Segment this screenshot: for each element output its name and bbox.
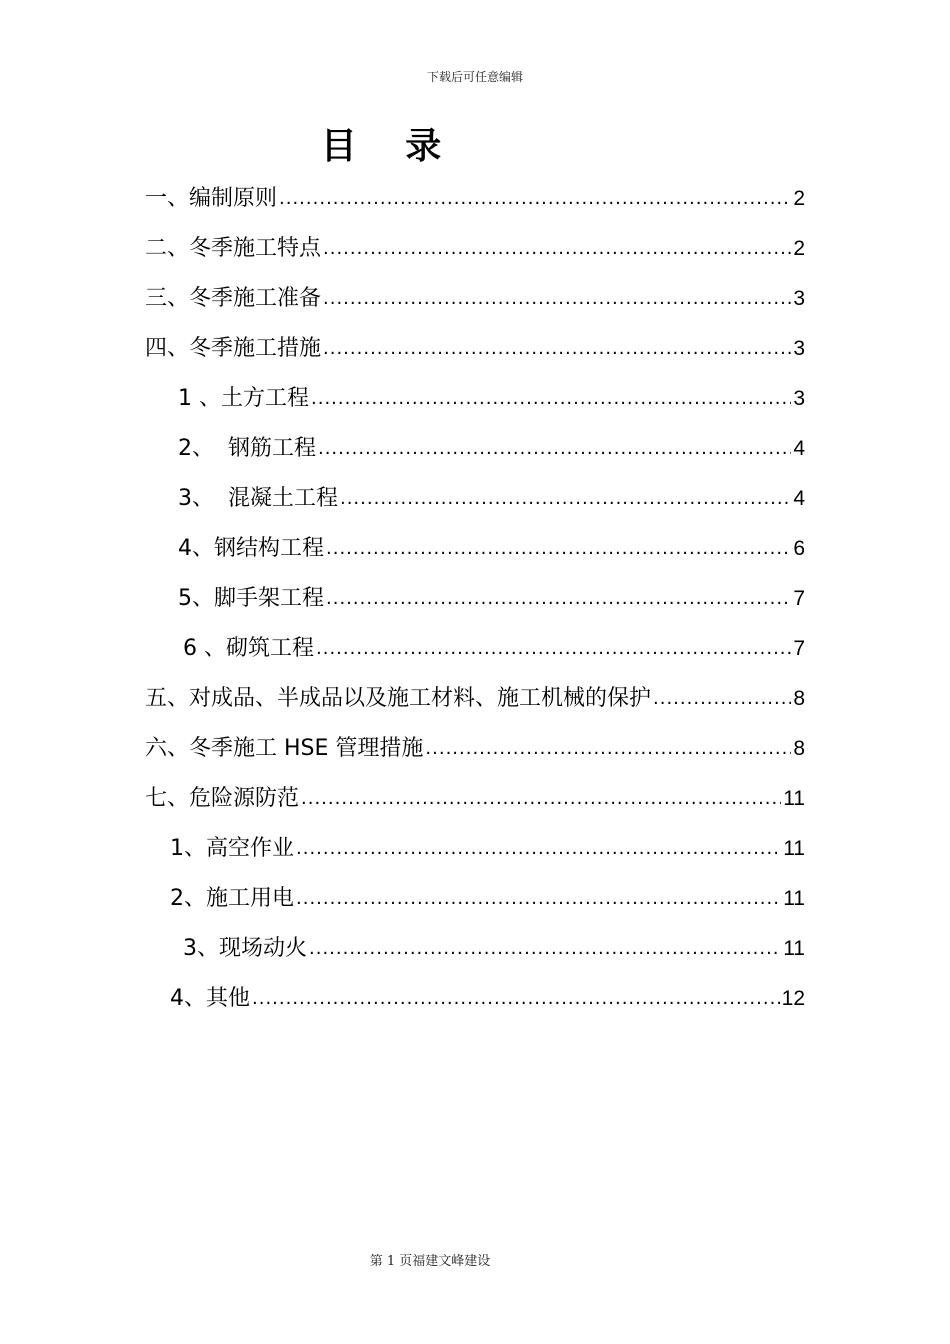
page-header: 下载后可任意编辑 xyxy=(426,70,523,84)
toc-entry-label: 七、危险源防范 xyxy=(145,786,300,811)
toc-entry-label: 六、冬季施工 HSE 管理措施 xyxy=(145,736,424,761)
toc-page-number: 2 xyxy=(793,187,805,210)
toc-entry-3[interactable] xyxy=(145,266,805,316)
dot-leader xyxy=(296,882,781,916)
toc-entry-4[interactable] xyxy=(145,316,805,366)
dot-leader xyxy=(252,982,780,1016)
toc-page-number: 6 xyxy=(793,537,805,560)
toc-entry-5[interactable] xyxy=(145,666,805,716)
toc-entry-4-6[interactable] xyxy=(183,616,805,666)
toc-entry-label: 3、 混凝土工程 xyxy=(178,486,338,511)
toc-entry-label: 2、施工用电 xyxy=(170,886,294,911)
dot-leader xyxy=(326,582,791,616)
toc-entry-4-5[interactable] xyxy=(178,566,805,616)
toc-entry-label: 3、现场动火 xyxy=(183,936,307,961)
toc-entry-label: 1、高空作业 xyxy=(170,836,294,861)
toc-page-number: 4 xyxy=(793,437,805,460)
toc-entry-6[interactable] xyxy=(145,716,805,766)
toc-page-number: 11 xyxy=(783,887,805,910)
toc-entry-7-3[interactable] xyxy=(183,916,805,966)
toc-title: 目 录 xyxy=(320,125,460,167)
dot-leader xyxy=(323,232,791,266)
toc-entry-4-4[interactable] xyxy=(178,516,805,566)
toc-entry-label: 4、钢结构工程 xyxy=(178,536,324,561)
dot-leader xyxy=(301,782,781,816)
toc-entry-label: 五、对成品、半成品以及施工材料、施工机械的保护 xyxy=(145,686,652,711)
toc-entry-7-4[interactable] xyxy=(170,966,805,1016)
toc-entry-4-1[interactable] xyxy=(178,366,805,416)
toc-entry-label: 6 、砌筑工程 xyxy=(183,636,314,661)
toc-entry-label: 二、冬季施工特点 xyxy=(145,236,322,261)
toc-entry-label: 一、编制原则 xyxy=(145,186,278,211)
dot-leader xyxy=(318,432,791,466)
dot-leader xyxy=(340,482,791,516)
dot-leader xyxy=(296,832,781,866)
toc-entry-7-1[interactable] xyxy=(170,816,805,866)
dot-leader xyxy=(279,182,791,216)
dot-leader xyxy=(311,382,791,416)
toc-entry-label: 四、冬季施工措施 xyxy=(145,336,322,361)
toc-page-number: 7 xyxy=(793,587,805,610)
toc-page-number: 8 xyxy=(793,687,805,710)
toc-entry-label: 1 、土方工程 xyxy=(178,386,309,411)
toc-page-number: 8 xyxy=(793,737,805,760)
toc-page-number: 12 xyxy=(781,987,805,1010)
dot-leader xyxy=(316,632,791,666)
toc-page-number: 3 xyxy=(793,387,805,410)
toc-entry-7[interactable] xyxy=(145,766,805,816)
toc-page-number: 4 xyxy=(793,487,805,510)
toc-entry-label: 4、其他 xyxy=(170,986,250,1011)
toc-entry-7-2[interactable] xyxy=(170,866,805,916)
dot-leader xyxy=(323,332,791,366)
toc-page-number: 11 xyxy=(783,937,805,960)
toc-page-number: 3 xyxy=(793,337,805,360)
dot-leader xyxy=(323,282,791,316)
toc-entry-4-2[interactable] xyxy=(178,416,805,466)
dot-leader xyxy=(653,682,791,716)
toc-entry-label: 5、脚手架工程 xyxy=(178,586,324,611)
toc-entry-4-3[interactable] xyxy=(178,466,805,516)
dot-leader xyxy=(326,532,791,566)
page-footer: 第 1 页福建文峰建设 xyxy=(369,1254,491,1269)
toc-entry-2[interactable] xyxy=(145,216,805,266)
dot-leader xyxy=(425,732,791,766)
toc-page-number: 2 xyxy=(793,237,805,260)
toc-entry-1[interactable] xyxy=(145,166,805,216)
toc-entry-label: 三、冬季施工准备 xyxy=(145,286,322,311)
toc-page-number: 3 xyxy=(793,287,805,310)
dot-leader xyxy=(309,932,781,966)
toc-page-number: 7 xyxy=(793,637,805,660)
toc-entry-label: 2、 钢筋工程 xyxy=(178,436,316,461)
toc-page-number: 11 xyxy=(783,837,805,860)
toc-page-number: 11 xyxy=(783,787,805,810)
